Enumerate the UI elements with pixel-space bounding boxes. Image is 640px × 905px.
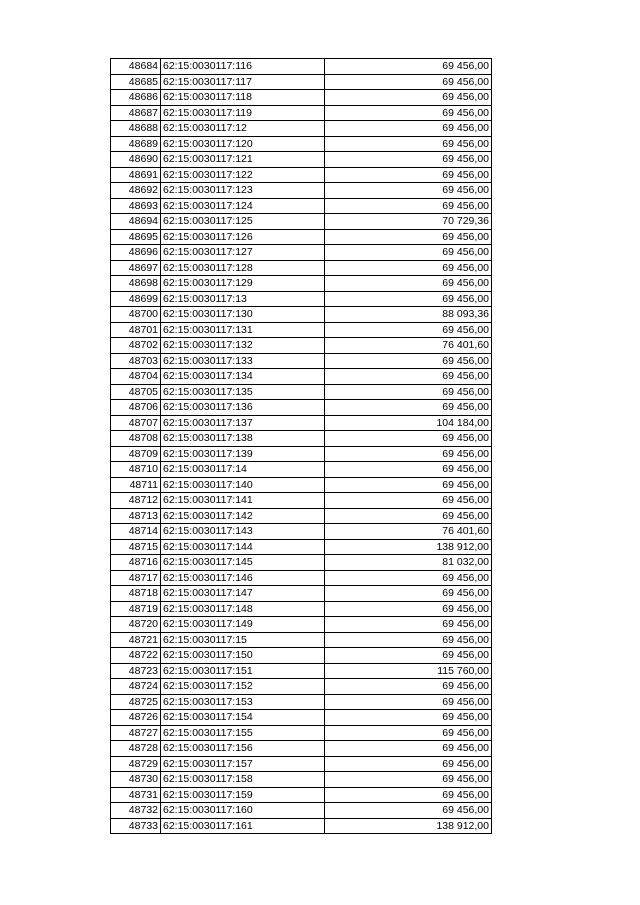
cadastral-value-cell: 69 456,00 — [325, 136, 492, 152]
row-number-cell: 48701 — [111, 322, 161, 338]
row-number-cell: 48726 — [111, 710, 161, 726]
row-number-cell: 48720 — [111, 617, 161, 633]
cadastral-number-cell: 62:15:0030117:158 — [161, 772, 325, 788]
cadastral-number-cell: 62:15:0030117:124 — [161, 198, 325, 214]
table-row — [111, 260, 492, 276]
row-number-cell: 48713 — [111, 508, 161, 524]
row-number-cell: 48696 — [111, 245, 161, 261]
cadastral-value-cell: 69 456,00 — [325, 384, 492, 400]
cadastral-number-cell: 62:15:0030117:139 — [161, 446, 325, 462]
row-number-cell: 48728 — [111, 741, 161, 757]
table-row — [111, 338, 492, 354]
cadastral-value-cell: 69 456,00 — [325, 105, 492, 121]
cadastral-value-cell: 138 912,00 — [325, 818, 492, 834]
cadastral-value-cell: 69 456,00 — [325, 508, 492, 524]
cadastral-number-cell: 62:15:0030117:135 — [161, 384, 325, 400]
cadastral-value-cell: 69 456,00 — [325, 90, 492, 106]
cadastral-value-cell: 69 456,00 — [325, 741, 492, 757]
cadastral-number-cell: 62:15:0030117:137 — [161, 415, 325, 431]
table-row — [111, 74, 492, 90]
cadastral-value-cell: 69 456,00 — [325, 756, 492, 772]
table-row — [111, 632, 492, 648]
cadastral-value-cell: 69 456,00 — [325, 59, 492, 75]
table-row — [111, 167, 492, 183]
table-row — [111, 772, 492, 788]
row-number-cell: 48714 — [111, 524, 161, 540]
row-number-cell: 48731 — [111, 787, 161, 803]
row-number-cell: 48700 — [111, 307, 161, 323]
cadastral-number-cell: 62:15:0030117:132 — [161, 338, 325, 354]
cadastral-number-cell: 62:15:0030117:146 — [161, 570, 325, 586]
row-number-cell: 48685 — [111, 74, 161, 90]
cadastral-number-cell: 62:15:0030117:150 — [161, 648, 325, 664]
cadastral-value-cell: 69 456,00 — [325, 183, 492, 199]
cadastral-value-cell: 69 456,00 — [325, 121, 492, 137]
row-number-cell: 48694 — [111, 214, 161, 230]
cadastral-value-cell: 69 456,00 — [325, 74, 492, 90]
cadastral-number-cell: 62:15:0030117:155 — [161, 725, 325, 741]
cadastral-value-cell: 76 401,60 — [325, 338, 492, 354]
cadastral-number-cell: 62:15:0030117:143 — [161, 524, 325, 540]
cadastral-value-cell: 69 456,00 — [325, 632, 492, 648]
cadastral-number-cell: 62:15:0030117:122 — [161, 167, 325, 183]
table-row — [111, 307, 492, 323]
table-row — [111, 136, 492, 152]
table-row — [111, 570, 492, 586]
table-row — [111, 214, 492, 230]
cadastral-number-cell: 62:15:0030117:134 — [161, 369, 325, 385]
cadastral-number-cell: 62:15:0030117:148 — [161, 601, 325, 617]
table-row — [111, 756, 492, 772]
cadastral-value-cell: 69 456,00 — [325, 462, 492, 478]
cadastral-number-cell: 62:15:0030117:156 — [161, 741, 325, 757]
table-row — [111, 291, 492, 307]
row-number-cell: 48698 — [111, 276, 161, 292]
cadastral-number-cell: 62:15:0030117:118 — [161, 90, 325, 106]
table-row — [111, 59, 492, 75]
cadastral-number-cell: 62:15:0030117:154 — [161, 710, 325, 726]
cadastral-number-cell: 62:15:0030117:116 — [161, 59, 325, 75]
row-number-cell: 48695 — [111, 229, 161, 245]
row-number-cell: 48697 — [111, 260, 161, 276]
cadastral-value-cell: 70 729,36 — [325, 214, 492, 230]
cadastral-number-cell: 62:15:0030117:147 — [161, 586, 325, 602]
table-row — [111, 183, 492, 199]
cadastral-value-cell: 69 456,00 — [325, 679, 492, 695]
row-number-cell: 48706 — [111, 400, 161, 416]
cadastral-number-cell: 62:15:0030117:117 — [161, 74, 325, 90]
table-row — [111, 679, 492, 695]
row-number-cell: 48723 — [111, 663, 161, 679]
cadastral-number-cell: 62:15:0030117:128 — [161, 260, 325, 276]
row-number-cell: 48687 — [111, 105, 161, 121]
cadastral-value-cell: 69 456,00 — [325, 229, 492, 245]
row-number-cell: 48718 — [111, 586, 161, 602]
cadastral-value-cell: 138 912,00 — [325, 539, 492, 555]
table-row — [111, 555, 492, 571]
row-number-cell: 48711 — [111, 477, 161, 493]
cadastral-value-cell: 69 456,00 — [325, 369, 492, 385]
row-number-cell: 48707 — [111, 415, 161, 431]
cadastral-value-cell: 69 456,00 — [325, 493, 492, 509]
row-number-cell: 48702 — [111, 338, 161, 354]
row-number-cell: 48724 — [111, 679, 161, 695]
cadastral-value-cell: 69 456,00 — [325, 245, 492, 261]
row-number-cell: 48717 — [111, 570, 161, 586]
cadastral-value-cell: 115 760,00 — [325, 663, 492, 679]
cadastral-number-cell: 62:15:0030117:133 — [161, 353, 325, 369]
cadastral-value-cell: 69 456,00 — [325, 400, 492, 416]
row-number-cell: 48722 — [111, 648, 161, 664]
cadastral-number-cell: 62:15:0030117:123 — [161, 183, 325, 199]
table-row — [111, 90, 492, 106]
table-row — [111, 245, 492, 261]
table-row — [111, 539, 492, 555]
table-row — [111, 462, 492, 478]
row-number-cell: 48690 — [111, 152, 161, 168]
table-row — [111, 725, 492, 741]
table-row — [111, 121, 492, 137]
table-row — [111, 663, 492, 679]
table-row — [111, 400, 492, 416]
cadastral-value-cell: 69 456,00 — [325, 431, 492, 447]
cadastral-number-cell: 62:15:0030117:131 — [161, 322, 325, 338]
cadastral-value-cell: 69 456,00 — [325, 198, 492, 214]
cadastral-number-cell: 62:15:0030117:119 — [161, 105, 325, 121]
row-number-cell: 48704 — [111, 369, 161, 385]
cadastral-number-cell: 62:15:0030117:144 — [161, 539, 325, 555]
cadastral-number-cell: 62:15:0030117:145 — [161, 555, 325, 571]
table-row — [111, 694, 492, 710]
cadastral-value-cell: 69 456,00 — [325, 353, 492, 369]
cadastral-number-cell: 62:15:0030117:140 — [161, 477, 325, 493]
row-number-cell: 48716 — [111, 555, 161, 571]
cadastral-number-cell: 62:15:0030117:149 — [161, 617, 325, 633]
cadastral-value-cell: 104 184,00 — [325, 415, 492, 431]
cadastral-value-cell: 81 032,00 — [325, 555, 492, 571]
table-row — [111, 152, 492, 168]
cadastral-value-cell: 69 456,00 — [325, 694, 492, 710]
row-number-cell: 48730 — [111, 772, 161, 788]
table-row — [111, 741, 492, 757]
row-number-cell: 48727 — [111, 725, 161, 741]
table-row — [111, 586, 492, 602]
row-number-cell: 48688 — [111, 121, 161, 137]
cadastral-value-cell: 69 456,00 — [325, 617, 492, 633]
cadastral-value-cell: 69 456,00 — [325, 586, 492, 602]
table-row — [111, 431, 492, 447]
row-number-cell: 48729 — [111, 756, 161, 772]
cadastral-value-cell: 69 456,00 — [325, 803, 492, 819]
cadastral-value-cell: 69 456,00 — [325, 167, 492, 183]
cadastral-value-cell: 69 456,00 — [325, 322, 492, 338]
cadastral-value-cell: 69 456,00 — [325, 710, 492, 726]
table-row — [111, 601, 492, 617]
row-number-cell: 48686 — [111, 90, 161, 106]
table-row — [111, 229, 492, 245]
row-number-cell: 48699 — [111, 291, 161, 307]
row-number-cell: 48708 — [111, 431, 161, 447]
row-number-cell: 48732 — [111, 803, 161, 819]
cadastral-number-cell: 62:15:0030117:151 — [161, 663, 325, 679]
cadastral-value-cell: 69 456,00 — [325, 601, 492, 617]
cadastral-number-cell: 62:15:0030117:14 — [161, 462, 325, 478]
cadastral-number-cell: 62:15:0030117:160 — [161, 803, 325, 819]
cadastral-value-cell: 69 456,00 — [325, 570, 492, 586]
row-number-cell: 48692 — [111, 183, 161, 199]
cadastral-number-cell: 62:15:0030117:127 — [161, 245, 325, 261]
cadastral-number-cell: 62:15:0030117:13 — [161, 291, 325, 307]
cadastral-number-cell: 62:15:0030117:15 — [161, 632, 325, 648]
table-row — [111, 818, 492, 834]
cadastral-number-cell: 62:15:0030117:152 — [161, 679, 325, 695]
table-row — [111, 415, 492, 431]
table-row — [111, 493, 492, 509]
row-number-cell: 48693 — [111, 198, 161, 214]
cadastral-number-cell: 62:15:0030117:121 — [161, 152, 325, 168]
table-row — [111, 508, 492, 524]
cadastral-value-cell: 69 456,00 — [325, 291, 492, 307]
table-row — [111, 322, 492, 338]
row-number-cell: 48712 — [111, 493, 161, 509]
table-row — [111, 105, 492, 121]
cadastral-number-cell: 62:15:0030117:153 — [161, 694, 325, 710]
cadastral-number-cell: 62:15:0030117:142 — [161, 508, 325, 524]
cadastral-value-cell: 69 456,00 — [325, 477, 492, 493]
cadastral-value-cell: 69 456,00 — [325, 725, 492, 741]
cadastral-number-cell: 62:15:0030117:136 — [161, 400, 325, 416]
table-body — [111, 59, 492, 834]
cadastral-value-cell: 69 456,00 — [325, 648, 492, 664]
row-number-cell: 48719 — [111, 601, 161, 617]
row-number-cell: 48733 — [111, 818, 161, 834]
cadastral-number-cell: 62:15:0030117:159 — [161, 787, 325, 803]
table-row — [111, 524, 492, 540]
row-number-cell: 48710 — [111, 462, 161, 478]
cadastral-value-cell: 69 456,00 — [325, 276, 492, 292]
row-number-cell: 48721 — [111, 632, 161, 648]
cadastral-number-cell: 62:15:0030117:141 — [161, 493, 325, 509]
cadastral-number-cell: 62:15:0030117:138 — [161, 431, 325, 447]
row-number-cell: 48684 — [111, 59, 161, 75]
row-number-cell: 48703 — [111, 353, 161, 369]
table-row — [111, 198, 492, 214]
cadastral-number-cell: 62:15:0030117:12 — [161, 121, 325, 137]
table-row — [111, 617, 492, 633]
cadastral-value-cell: 69 456,00 — [325, 772, 492, 788]
row-number-cell: 48715 — [111, 539, 161, 555]
table-row — [111, 803, 492, 819]
table-row — [111, 648, 492, 664]
table-row — [111, 276, 492, 292]
cadastral-value-cell: 69 456,00 — [325, 446, 492, 462]
cadastral-number-cell: 62:15:0030117:157 — [161, 756, 325, 772]
table-row — [111, 787, 492, 803]
row-number-cell: 48689 — [111, 136, 161, 152]
cadastral-number-cell: 62:15:0030117:120 — [161, 136, 325, 152]
cadastral-value-cell: 76 401,60 — [325, 524, 492, 540]
table-row — [111, 353, 492, 369]
cadastral-number-cell: 62:15:0030117:130 — [161, 307, 325, 323]
table-row — [111, 446, 492, 462]
cadastral-value-cell: 69 456,00 — [325, 787, 492, 803]
cadastral-value-cell: 69 456,00 — [325, 260, 492, 276]
cadastral-number-cell: 62:15:0030117:129 — [161, 276, 325, 292]
row-number-cell: 48725 — [111, 694, 161, 710]
row-number-cell: 48691 — [111, 167, 161, 183]
row-number-cell: 48709 — [111, 446, 161, 462]
cadastral-value-cell: 69 456,00 — [325, 152, 492, 168]
table-row — [111, 710, 492, 726]
table-row — [111, 369, 492, 385]
row-number-cell: 48705 — [111, 384, 161, 400]
cadastral-value-cell: 88 093,36 — [325, 307, 492, 323]
table-row — [111, 477, 492, 493]
cadastral-number-cell: 62:15:0030117:161 — [161, 818, 325, 834]
table-row — [111, 384, 492, 400]
cadastral-number-cell: 62:15:0030117:125 — [161, 214, 325, 230]
cadastral-value-table — [110, 58, 492, 834]
cadastral-number-cell: 62:15:0030117:126 — [161, 229, 325, 245]
